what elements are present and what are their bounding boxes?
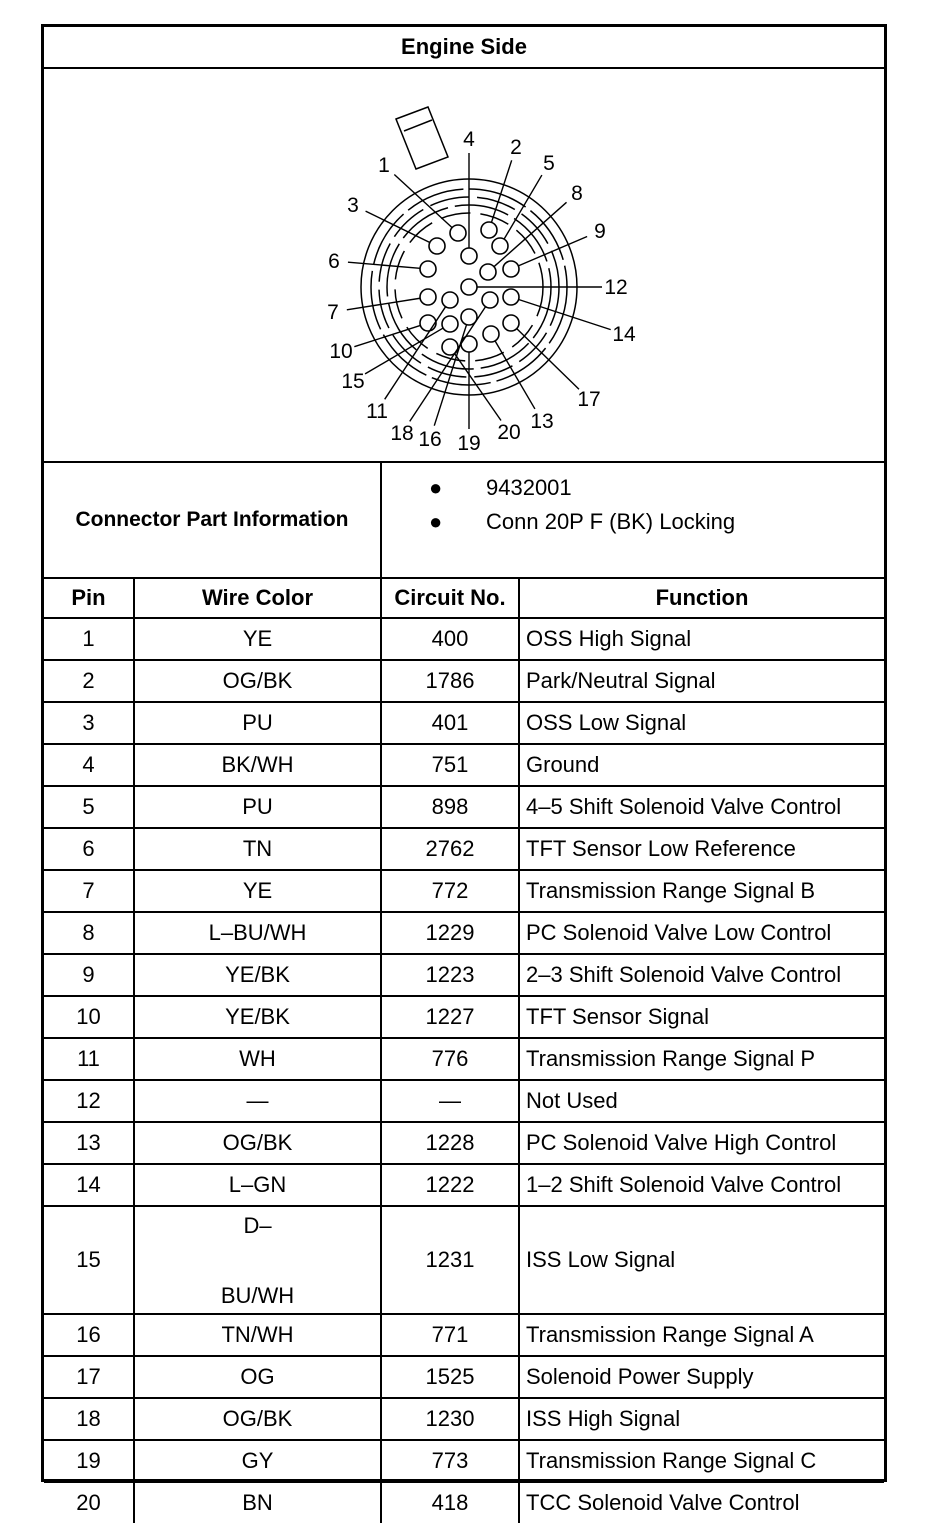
pin-hole [503,261,519,277]
circuit-number: 773 [431,1448,469,1473]
circuit-number: — [439,1088,461,1113]
bullet-icon: ● [429,475,443,500]
connector-description: Conn 20P F (BK) Locking [486,509,736,534]
pin-number: 15 [76,1247,101,1272]
leader-line [366,211,430,242]
pin-number: 14 [76,1172,101,1197]
pin-hole [450,225,466,241]
leader-line [455,354,501,421]
pin-label: 12 [604,276,628,299]
circuit-number: 1223 [425,962,475,987]
pin-number: 20 [76,1490,101,1515]
pin-label: 17 [577,388,601,411]
function: Not Used [526,1088,618,1113]
pin-label: 6 [328,250,340,273]
pin-number: 1 [82,626,95,651]
pin-label: 9 [594,220,606,243]
leader-line [518,236,587,265]
function: 2–3 Shift Solenoid Valve Control [526,962,842,987]
pin-number: 16 [76,1322,101,1347]
divider [380,579,382,1523]
pin-label: 14 [612,323,636,346]
function: PC Solenoid Valve High Control [526,1130,837,1155]
pin-label: 15 [341,370,365,393]
wire-color: PU [242,710,273,735]
pin-label: 3 [347,194,359,217]
header-wire-color: Wire Color [201,585,314,610]
pin-label: 4 [463,128,475,151]
wire-color: OG/BK [222,1406,293,1431]
divider [518,579,520,1523]
wire-color: OG/BK [222,1130,293,1155]
pin-hole [420,315,436,331]
circuit-number: 2762 [425,836,475,861]
circuit-number: 1227 [425,1004,475,1029]
bullet-icon: ● [429,509,443,534]
function: Transmission Range Signal C [526,1448,817,1473]
pin-hole [420,261,436,277]
function: Transmission Range Signal B [526,878,815,903]
circuit-number: 751 [431,752,469,777]
circuit-number: 1231 [425,1247,475,1272]
leader-line [365,328,443,374]
function: Ground [526,752,600,777]
wire-color-line: BU/WH [220,1283,295,1308]
wire-color: BK/WH [221,752,294,777]
pin-hole [492,238,508,254]
pin-hole [442,316,458,332]
function: ISS Low Signal [526,1247,676,1272]
pin-label: 18 [390,422,414,445]
pin-label: 1 [378,154,390,177]
pin-number: 10 [76,1004,101,1029]
pin-hole [482,292,498,308]
function: ISS High Signal [526,1406,681,1431]
function: OSS High Signal [526,626,692,651]
connector-table [41,24,887,1515]
pin-number: 3 [82,710,95,735]
pin-number: 4 [82,752,95,777]
pin-label: 10 [329,340,353,363]
circuit-number: 418 [431,1490,469,1515]
pin-hole [503,289,519,305]
wire-color: PU [242,794,273,819]
circuit-number: 401 [431,710,469,735]
divider [133,579,135,1523]
circuit-number: 776 [431,1046,469,1071]
pin-number: 12 [76,1088,101,1113]
pin-label: 20 [497,421,521,444]
pin-number: 11 [77,1046,100,1071]
function: TFT Sensor Low Reference [526,836,796,861]
function: Park/Neutral Signal [526,668,716,693]
wire-color: OG [240,1364,275,1389]
list-item [429,509,736,535]
function: Solenoid Power Supply [526,1364,754,1389]
pin-label: 11 [366,400,388,423]
pin-hole [442,292,458,308]
leader-line [517,329,579,390]
pin-number: 6 [82,836,95,861]
wire-color: YE/BK [225,1004,290,1029]
pin-label: 19 [457,432,481,455]
pin-number: 7 [82,878,95,903]
function: PC Solenoid Valve Low Control [526,920,832,945]
function: Transmission Range Signal A [526,1322,814,1347]
header-function: Function [655,585,749,610]
wire-color: TN/WH [221,1322,294,1347]
function: TFT Sensor Signal [526,1004,710,1029]
circuit-number: 1230 [425,1406,475,1431]
pin-number: 8 [82,920,95,945]
circuit-number: 400 [431,626,469,651]
function: 4–5 Shift Solenoid Valve Control [526,794,842,819]
circuit-number: 1228 [425,1130,475,1155]
wire-color-line: D– [243,1213,272,1238]
pin-hole [461,279,477,295]
pin-label: 8 [571,182,583,205]
header-circuit-no: Circuit No. [394,585,506,610]
list-item [429,475,572,501]
pin-hole [420,289,436,305]
function: 1–2 Shift Solenoid Valve Control [526,1172,842,1197]
wire-color: OG/BK [222,668,293,693]
pin-number: 18 [76,1406,101,1431]
connector-part-info-list [382,463,884,577]
table-title: Engine Side [401,34,527,59]
wire-color: GY [241,1448,274,1473]
wire-color: TN [242,836,273,861]
function: Transmission Range Signal P [526,1046,815,1071]
pin-hole [480,264,496,280]
function: TCC Solenoid Valve Control [526,1490,800,1515]
circuit-number: 1229 [425,920,475,945]
connector-pinout-diagram [44,69,884,461]
pin-hole [503,315,519,331]
wire-color: YE [242,878,273,903]
wire-color: L–GN [228,1172,287,1197]
circuit-number: 1786 [425,668,475,693]
wire-color: WH [239,1046,276,1071]
part-number: 9432001 [486,475,572,500]
leader-line [347,298,420,310]
leader-line [495,341,535,409]
pin-hole [483,326,499,342]
wire-color: BN [242,1490,273,1515]
wire-color [135,1207,380,1313]
circuit-number: 1525 [425,1364,475,1389]
pin-number: 9 [82,962,95,987]
pin-number: 13 [76,1130,101,1155]
pin-number: 19 [76,1448,101,1473]
pin-hole [429,238,445,254]
pin-number: 17 [76,1364,101,1389]
circuit-number: 898 [431,794,469,819]
pin-number: 5 [82,794,95,819]
wire-color: — [246,1088,269,1113]
pin-number: 2 [82,668,95,693]
wire-color: YE/BK [225,962,290,987]
circuit-number: 1222 [425,1172,475,1197]
pin-hole [481,222,497,238]
connector-part-info-label: Connector Part Information [75,508,349,531]
wire-color: L–BU/WH [208,920,307,945]
pin-hole [461,248,477,264]
pin-label: 16 [418,428,442,451]
pin-label: 7 [327,301,339,324]
leader-line [348,262,420,268]
pin-hole [461,336,477,352]
circuit-number: 772 [431,878,469,903]
wire-color: YE [242,626,273,651]
circuit-number: 771 [431,1322,469,1347]
pin-label: 13 [530,410,554,433]
pin-label: 5 [543,152,555,175]
leader-line [491,160,511,222]
function: OSS Low Signal [526,710,687,735]
pin-label: 2 [510,136,522,159]
header-pin: Pin [71,585,106,610]
leader-line [494,202,567,266]
